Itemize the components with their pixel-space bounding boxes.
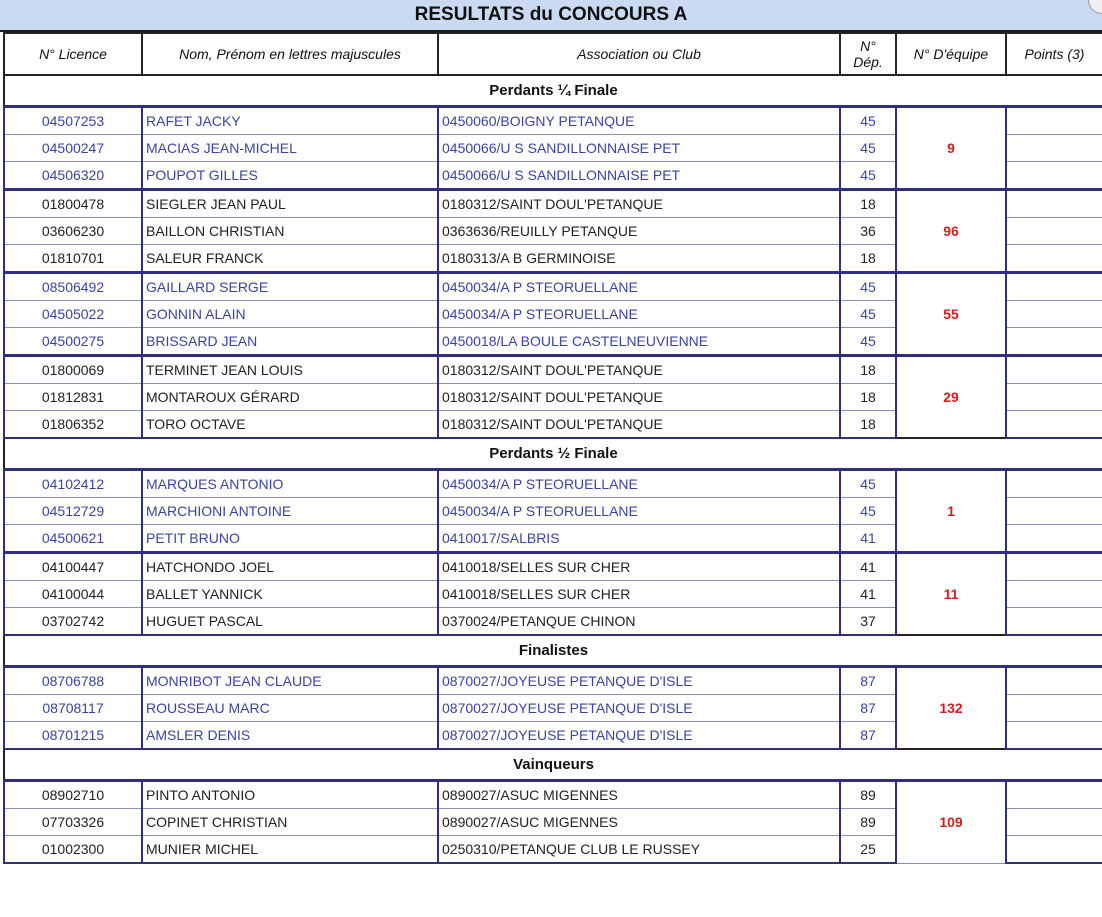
dep-cell: 37 [840,608,896,636]
points-cell [1006,384,1102,411]
licence-cell: 04500247 [4,135,142,162]
licence-cell: 08708117 [4,695,142,722]
licence-cell: 04500275 [4,328,142,356]
dep-cell: 87 [840,695,896,722]
dep-cell: 41 [840,581,896,608]
header-dep: N° Dép. [840,33,896,75]
licence-cell: 08506492 [4,273,142,301]
table-row [4,553,1102,581]
points-cell [1006,836,1102,864]
licence-cell: 04505022 [4,301,142,328]
name-cell: HUGUET PASCAL [142,608,438,636]
name-cell: AMSLER DENIS [142,722,438,750]
points-cell [1006,498,1102,525]
points-cell [1006,356,1102,384]
points-cell [1006,245,1102,273]
dep-cell: 45 [840,135,896,162]
dep-cell: 18 [840,190,896,218]
header-club: Association ou Club [438,33,840,75]
licence-cell: 04100044 [4,581,142,608]
table-row [4,470,1102,498]
points-cell [1006,135,1102,162]
club-cell: 0410018/SELLES SUR CHER [438,581,840,608]
header-licence: N° Licence [4,33,142,75]
name-cell: MUNIER MICHEL [142,836,438,864]
dep-cell: 45 [840,107,896,135]
club-cell: 0410018/SELLES SUR CHER [438,553,840,581]
licence-cell: 04507253 [4,107,142,135]
dep-cell: 45 [840,498,896,525]
name-cell: MACIAS JEAN-MICHEL [142,135,438,162]
licence-cell: 03606230 [4,218,142,245]
club-cell: 0250310/PETANQUE CLUB LE RUSSEY [438,836,840,864]
header-name: Nom, Prénom en lettres majuscules [142,33,438,75]
licence-cell: 08706788 [4,667,142,695]
points-cell [1006,301,1102,328]
section-title: Perdants ¼ Finale [4,75,1102,107]
club-cell: 0370024/PETANQUE CHINON [438,608,840,636]
licence-cell: 01812831 [4,384,142,411]
licence-cell: 04512729 [4,498,142,525]
team-number-cell: 29 [896,356,1006,439]
team-number-cell: 96 [896,190,1006,273]
club-cell: 0410017/SALBRIS [438,525,840,553]
licence-cell: 04506320 [4,162,142,190]
team-number-cell: 9 [896,107,1006,190]
dep-cell: 45 [840,301,896,328]
section-title: Perdants ½ Finale [4,438,1102,470]
club-cell: 0180312/SAINT DOUL'PETANQUE [438,356,840,384]
points-cell [1006,608,1102,636]
points-cell [1006,581,1102,608]
dep-cell: 18 [840,356,896,384]
club-cell: 0180312/SAINT DOUL'PETANQUE [438,384,840,411]
results-body [4,75,1102,863]
name-cell: MARQUES ANTONIO [142,470,438,498]
dep-cell: 87 [840,667,896,695]
section-title: Vainqueurs [4,749,1102,781]
club-cell: 0870027/JOYEUSE PETANQUE D'ISLE [438,695,840,722]
points-cell [1006,190,1102,218]
name-cell: RAFET JACKY [142,107,438,135]
club-cell: 0870027/JOYEUSE PETANQUE D'ISLE [438,722,840,750]
points-cell [1006,470,1102,498]
club-cell: 0450034/A P STEORUELLANE [438,498,840,525]
licence-cell: 01800069 [4,356,142,384]
licence-cell: 03702742 [4,608,142,636]
points-cell [1006,809,1102,836]
club-cell: 0890027/ASUC MIGENNES [438,781,840,809]
licence-cell: 08902710 [4,781,142,809]
name-cell: MARCHIONI ANTOINE [142,498,438,525]
document-title: RESULTATS du CONCOURS A [0,0,1102,32]
club-cell: 0180312/SAINT DOUL'PETANQUE [438,411,840,439]
name-cell: HATCHONDO JOEL [142,553,438,581]
name-cell: ROUSSEAU MARC [142,695,438,722]
points-cell [1006,273,1102,301]
name-cell: PETIT BRUNO [142,525,438,553]
table-row [4,190,1102,218]
points-cell [1006,695,1102,722]
name-cell: SALEUR FRANCK [142,245,438,273]
points-cell [1006,107,1102,135]
name-cell: BRISSARD JEAN [142,328,438,356]
name-cell: BAILLON CHRISTIAN [142,218,438,245]
points-cell [1006,328,1102,356]
section-header-row [4,635,1102,667]
dep-cell: 18 [840,384,896,411]
points-cell [1006,162,1102,190]
club-cell: 0450060/BOIGNY PETANQUE [438,107,840,135]
licence-cell: 08701215 [4,722,142,750]
club-cell: 0363636/REUILLY PETANQUE [438,218,840,245]
dep-cell: 45 [840,162,896,190]
name-cell: TORO OCTAVE [142,411,438,439]
dep-cell: 41 [840,525,896,553]
header-points: Points (3) [1006,33,1102,75]
header-row [4,33,1102,75]
club-cell: 0450034/A P STEORUELLANE [438,273,840,301]
dep-cell: 89 [840,809,896,836]
club-cell: 0870027/JOYEUSE PETANQUE D'ISLE [438,667,840,695]
name-cell: POUPOT GILLES [142,162,438,190]
club-cell: 0180312/SAINT DOUL'PETANQUE [438,190,840,218]
table-row [4,667,1102,695]
section-header-row [4,749,1102,781]
dep-cell: 18 [840,411,896,439]
table-row [4,781,1102,809]
dep-cell: 87 [840,722,896,750]
licence-cell: 01800478 [4,190,142,218]
points-cell [1006,553,1102,581]
dep-cell: 89 [840,781,896,809]
name-cell: GAILLARD SERGE [142,273,438,301]
licence-cell: 04500621 [4,525,142,553]
licence-cell: 01810701 [4,245,142,273]
licence-cell: 04100447 [4,553,142,581]
name-cell: TERMINET JEAN LOUIS [142,356,438,384]
table-row [4,356,1102,384]
club-cell: 0450034/A P STEORUELLANE [438,301,840,328]
name-cell: COPINET CHRISTIAN [142,809,438,836]
section-header-row [4,75,1102,107]
club-cell: 0450066/U S SANDILLONNAISE PET [438,162,840,190]
points-cell [1006,218,1102,245]
dep-cell: 45 [840,273,896,301]
dep-cell: 45 [840,328,896,356]
club-cell: 0180313/A B GERMINOISE [438,245,840,273]
points-cell [1006,781,1102,809]
dep-cell: 18 [840,245,896,273]
licence-cell: 01806352 [4,411,142,439]
name-cell: GONNIN ALAIN [142,301,438,328]
table-row [4,107,1102,135]
dep-cell: 36 [840,218,896,245]
team-number-cell: 109 [896,781,1006,864]
name-cell: BALLET YANNICK [142,581,438,608]
name-cell: MONTAROUX GÉRARD [142,384,438,411]
team-number-cell: 55 [896,273,1006,356]
team-number-cell: 1 [896,470,1006,553]
results-table [3,32,1102,864]
licence-cell: 01002300 [4,836,142,864]
dep-cell: 45 [840,470,896,498]
club-cell: 0890027/ASUC MIGENNES [438,809,840,836]
team-number-cell: 11 [896,553,1006,636]
licence-cell: 04102412 [4,470,142,498]
licence-cell: 07703326 [4,809,142,836]
club-cell: 0450018/LA BOULE CASTELNEUVIENNE [438,328,840,356]
section-header-row [4,438,1102,470]
club-cell: 0450066/U S SANDILLONNAISE PET [438,135,840,162]
section-title: Finalistes [4,635,1102,667]
header-team: N° D'équipe [896,33,1006,75]
name-cell: SIEGLER JEAN PAUL [142,190,438,218]
dep-cell: 25 [840,836,896,864]
points-cell [1006,667,1102,695]
name-cell: PINTO ANTONIO [142,781,438,809]
dep-cell: 41 [840,553,896,581]
table-row [4,273,1102,301]
club-cell: 0450034/A P STEORUELLANE [438,470,840,498]
points-cell [1006,722,1102,750]
points-cell [1006,411,1102,439]
points-cell [1006,525,1102,553]
team-number-cell: 132 [896,667,1006,750]
name-cell: MONRIBOT JEAN CLAUDE [142,667,438,695]
